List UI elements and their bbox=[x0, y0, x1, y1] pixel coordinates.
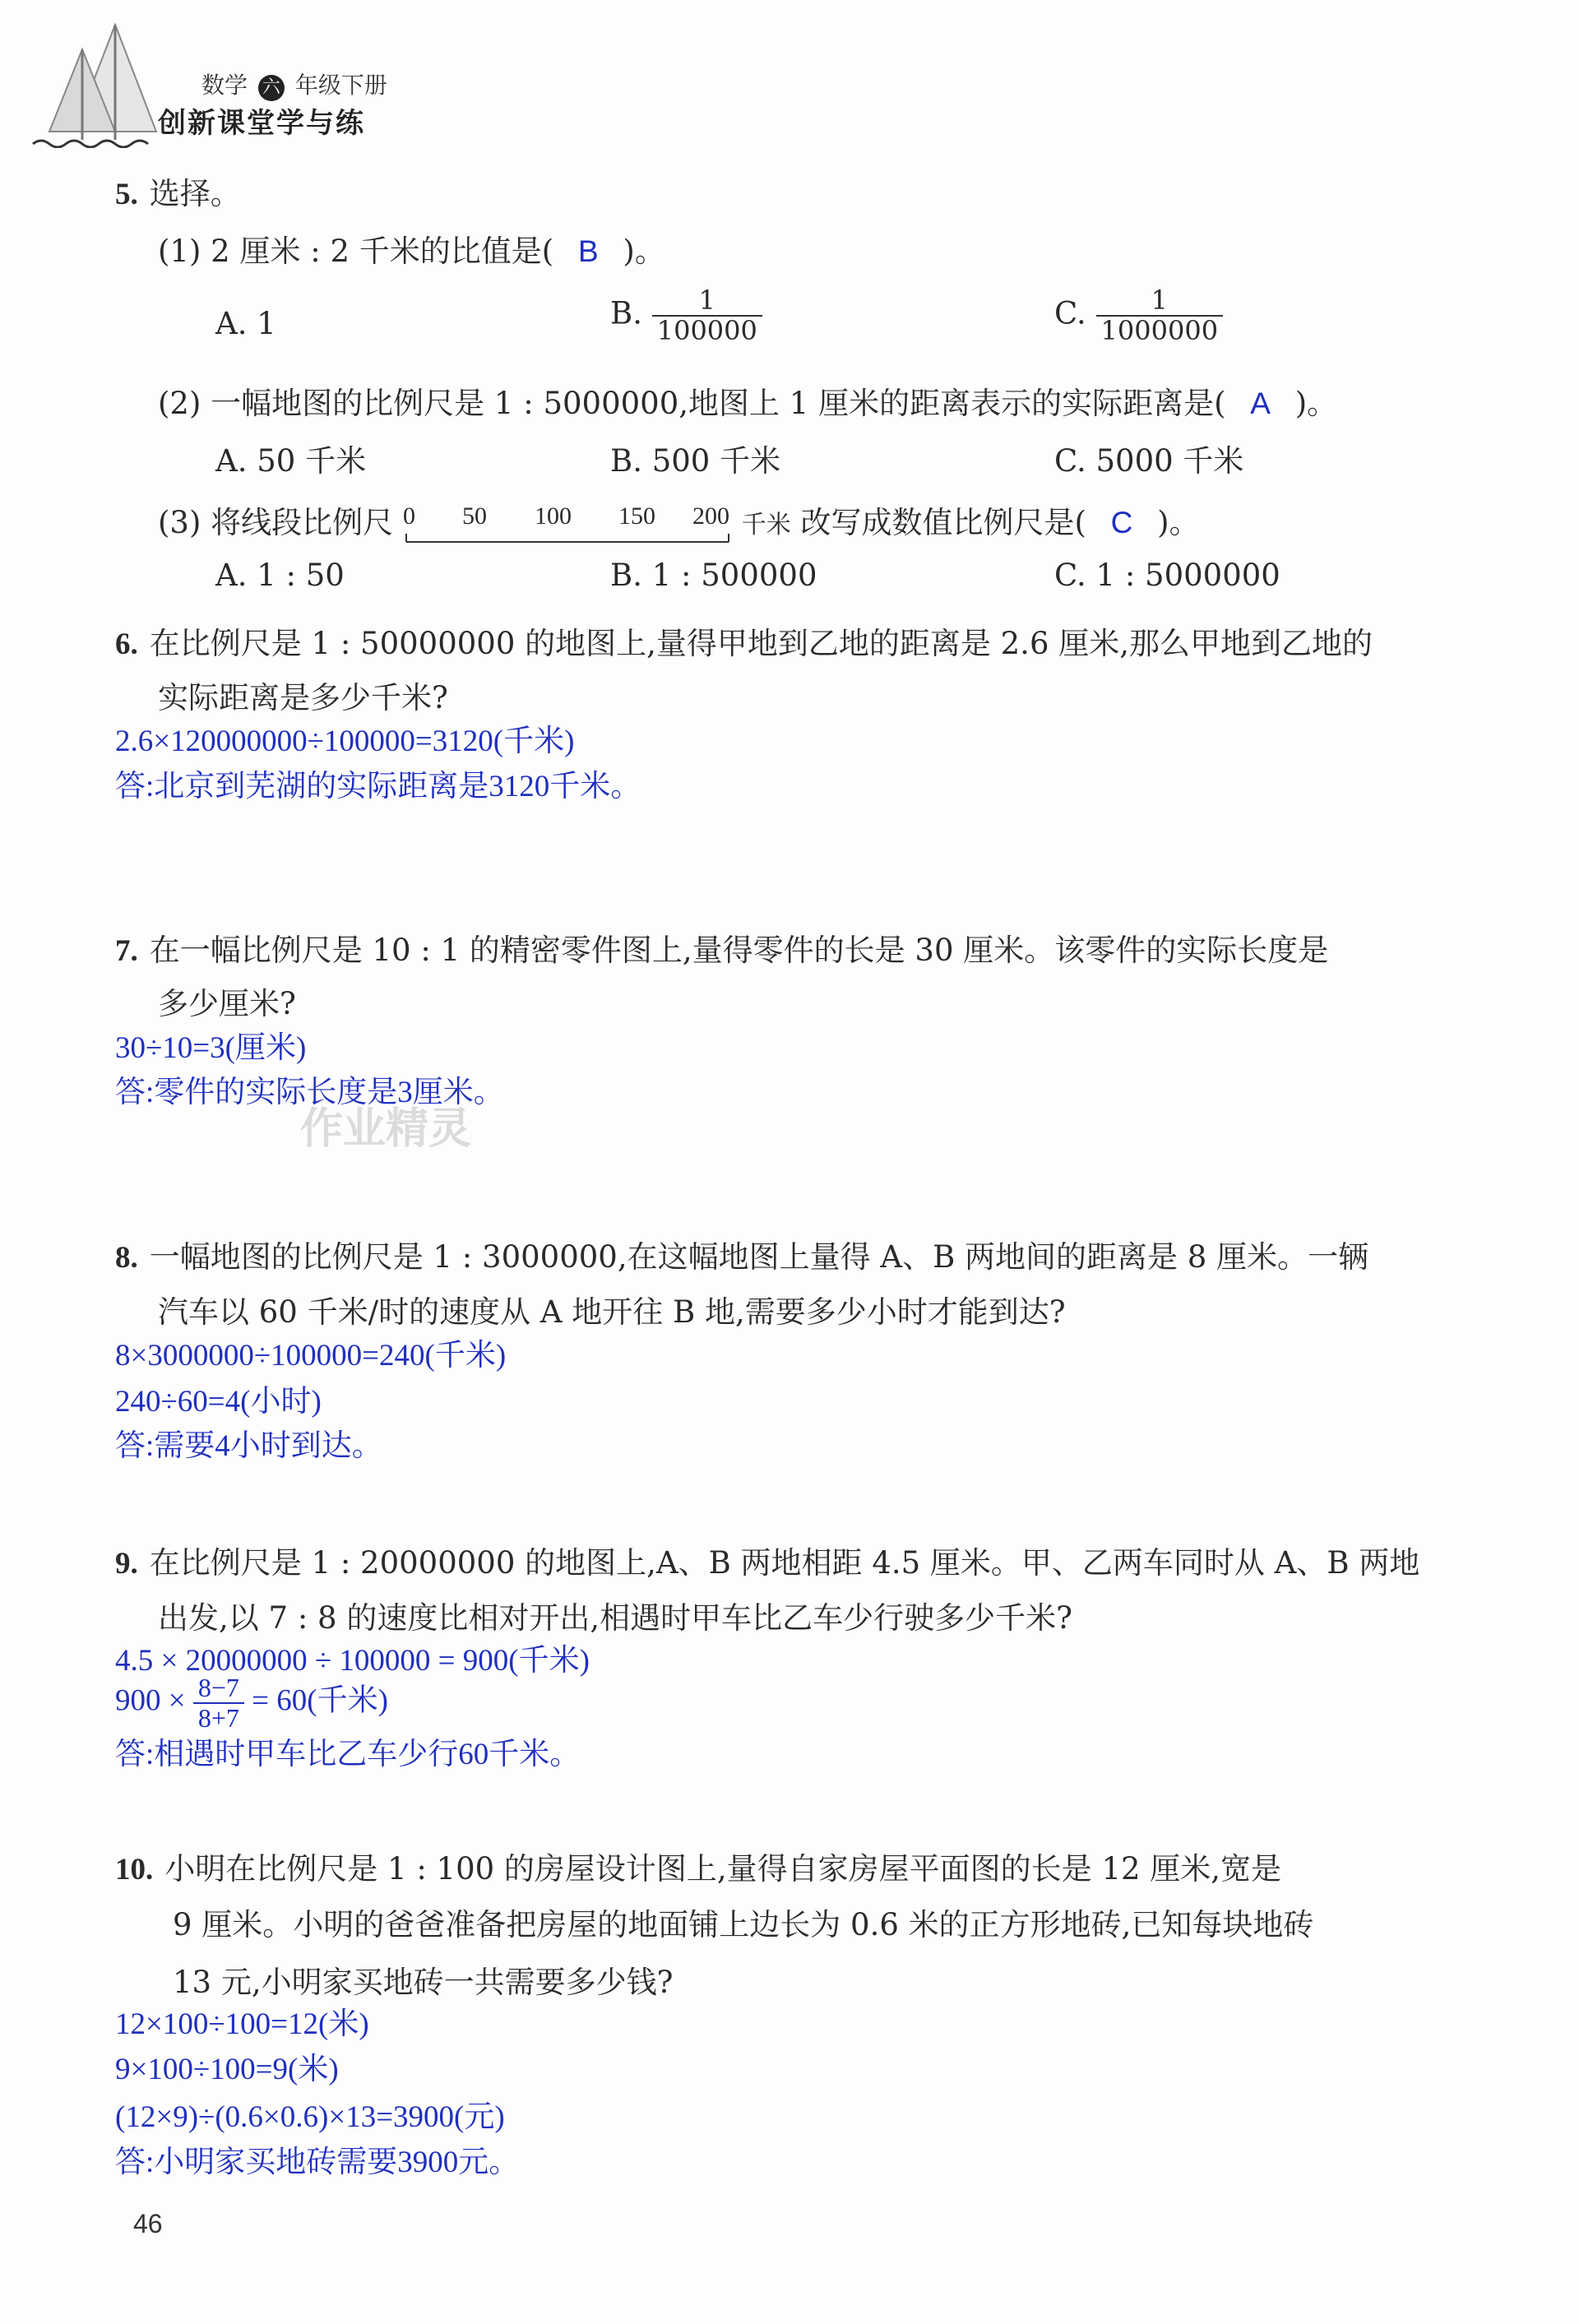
subquestion-2 bbox=[158, 378, 1337, 423]
question-number: 9. bbox=[115, 1547, 138, 1581]
answer-statement: 答:相遇时甲车比乙车少行60千米。 bbox=[115, 1738, 581, 1771]
answer-choice: C bbox=[1110, 506, 1133, 539]
subquestion-1 bbox=[158, 226, 665, 271]
answer-line: 12×100÷100=12(米) bbox=[115, 2007, 369, 2041]
option-b: B. 1 : 500000 bbox=[610, 558, 817, 593]
question-number: 8. bbox=[115, 1241, 138, 1275]
answer-line: 30÷10=3(厘米) bbox=[115, 1031, 307, 1065]
answer-choice: B bbox=[577, 234, 599, 268]
option-c: C. 1 : 5000000 bbox=[1054, 558, 1280, 593]
subquestion-text: (1) 2 厘米 : 2 千米的比值是( bbox=[158, 234, 554, 269]
answer-line-fraction bbox=[115, 1674, 388, 1733]
question-number: 10. bbox=[115, 1853, 154, 1887]
question-text-cont: 汽车以 60 千米/时的速度从 A 地开往 B 地,需要多少小时才能到达? bbox=[158, 1294, 1066, 1330]
option-label: C. bbox=[1054, 295, 1086, 331]
answer-statement: 答:北京到芜湖的实际距离是3120千米。 bbox=[115, 770, 641, 803]
answer-line: 8×3000000÷100000=240(千米) bbox=[115, 1339, 507, 1373]
answer-line: 2.6×120000000÷100000=3120(千米) bbox=[115, 725, 575, 758]
question-text: 小明在比例尺是 1 : 100 的房屋设计图上,量得自家房屋平面图的长是 12 厘米,宽是 bbox=[164, 1851, 1282, 1887]
subquestion-text-end: )。 bbox=[623, 234, 665, 269]
answer-line: 9×100÷100=9(米) bbox=[115, 2053, 339, 2086]
question-text-cont: 出发,以 7 : 8 的速度比相对开出,相遇时甲车比乙车少行驶多少千米? bbox=[158, 1600, 1072, 1636]
question-text-cont: 9 厘米。小明的爸爸准备把房屋的地面铺上边长为 0.6 米的正方形地砖,已知每块地砖 bbox=[173, 1907, 1314, 1942]
subquestion-3 bbox=[158, 498, 1200, 542]
question-text: 选择。 bbox=[149, 176, 241, 211]
scale-unit: 千米 bbox=[741, 511, 791, 539]
answer-statement: 答:小明家买地砖需要3900元。 bbox=[115, 2146, 520, 2179]
fraction bbox=[193, 1674, 244, 1733]
answer-line: (12×9)÷(0.6×0.6)×13=3900(元) bbox=[115, 2100, 505, 2134]
question-text: 在比例尺是 1 : 50000000 的地图上,量得甲地到乙地的距离是 2.6 厘米,那么甲地到乙地的 bbox=[149, 626, 1373, 661]
question-text: 一幅地图的比例尺是 1 : 3000000,在这幅地图上量得 A、B 两地间的距离是 8 厘米。一辆 bbox=[149, 1239, 1369, 1275]
question-text: 在比例尺是 1 : 20000000 的地图上,A、B 两地相距 4.5 厘米。甲、乙两车同时从 A、B 两地 bbox=[149, 1545, 1420, 1581]
denominator: 8+7 bbox=[197, 1703, 239, 1734]
subquestion-text: (3) 将线段比例尺 bbox=[158, 505, 394, 540]
answer-statement: 答:需要4小时到达。 bbox=[115, 1429, 382, 1463]
numerator: 8−7 bbox=[193, 1674, 244, 1704]
option-b bbox=[610, 286, 762, 345]
option-a: A. 1 bbox=[215, 306, 276, 341]
option-a: A. 50 千米 bbox=[215, 443, 367, 479]
fraction bbox=[1096, 286, 1224, 345]
answer-choice: A bbox=[1250, 387, 1271, 420]
answer-text: = 60(千米) bbox=[252, 1683, 388, 1718]
book-title: 创新课堂学与练 bbox=[158, 107, 365, 140]
option-label: B. bbox=[610, 295, 642, 331]
question-text-cont: 13 元,小明家买地砖一共需要多少钱? bbox=[173, 1965, 674, 2000]
question-number: 7. bbox=[115, 934, 138, 968]
subquestion-text-mid: 改写成数值比例尺是( bbox=[800, 505, 1086, 540]
option-c: C. 5000 千米 bbox=[1054, 443, 1244, 479]
subquestion-text-end: )。 bbox=[1294, 386, 1338, 421]
watermark: 作业精灵 bbox=[300, 1104, 472, 1154]
option-a: A. 1 : 50 bbox=[215, 558, 345, 593]
subquestion-text-end: )。 bbox=[1157, 505, 1200, 540]
subquestion-text: (2) 一幅地图的比例尺是 1 : 5000000,地图上 1 厘米的距离表示的实际距离是( bbox=[158, 386, 1226, 421]
question-text: 在一幅比例尺是 10 : 1 的精密零件图上,量得零件的长是 30 厘米。该零件的实际长度是 bbox=[149, 933, 1329, 968]
answer-line: 240÷60=4(小时) bbox=[115, 1385, 322, 1419]
page-number: 46 bbox=[133, 2209, 163, 2238]
scale-bar bbox=[403, 532, 732, 544]
question-text-cont: 多少厘米? bbox=[158, 986, 296, 1021]
scale-tick-label: 100 bbox=[534, 502, 572, 530]
subject-label: 数学 bbox=[201, 72, 248, 99]
denominator: 1000000 bbox=[1100, 315, 1219, 347]
numerator: 1 bbox=[1096, 286, 1224, 317]
denominator: 100000 bbox=[656, 315, 757, 347]
option-b: B. 500 千米 bbox=[610, 443, 781, 479]
answer-line: 4.5 × 20000000 ÷ 100000 = 900(千米) bbox=[115, 1644, 590, 1678]
scale-tick-label: 150 bbox=[618, 502, 655, 530]
option-c bbox=[1054, 286, 1223, 345]
grade-badge: 六 bbox=[258, 75, 285, 101]
numerator: 1 bbox=[652, 286, 762, 317]
question-text-cont: 实际距离是多少千米? bbox=[158, 680, 448, 715]
tree-logo-icon bbox=[25, 16, 164, 148]
fraction bbox=[652, 286, 762, 345]
question-number: 6. bbox=[115, 627, 138, 661]
scale-tick-label: 200 bbox=[692, 502, 729, 530]
answer-text: 900 × bbox=[115, 1683, 186, 1718]
answer-statement: 答:零件的实际长度是3厘米。 bbox=[115, 1076, 504, 1109]
grade-label: 年级下册 bbox=[294, 72, 387, 99]
question-number: 5. bbox=[115, 178, 138, 211]
line-scale bbox=[402, 502, 732, 542]
scale-tick-label: 50 bbox=[461, 502, 487, 530]
scale-tick-label: 0 bbox=[402, 502, 415, 530]
